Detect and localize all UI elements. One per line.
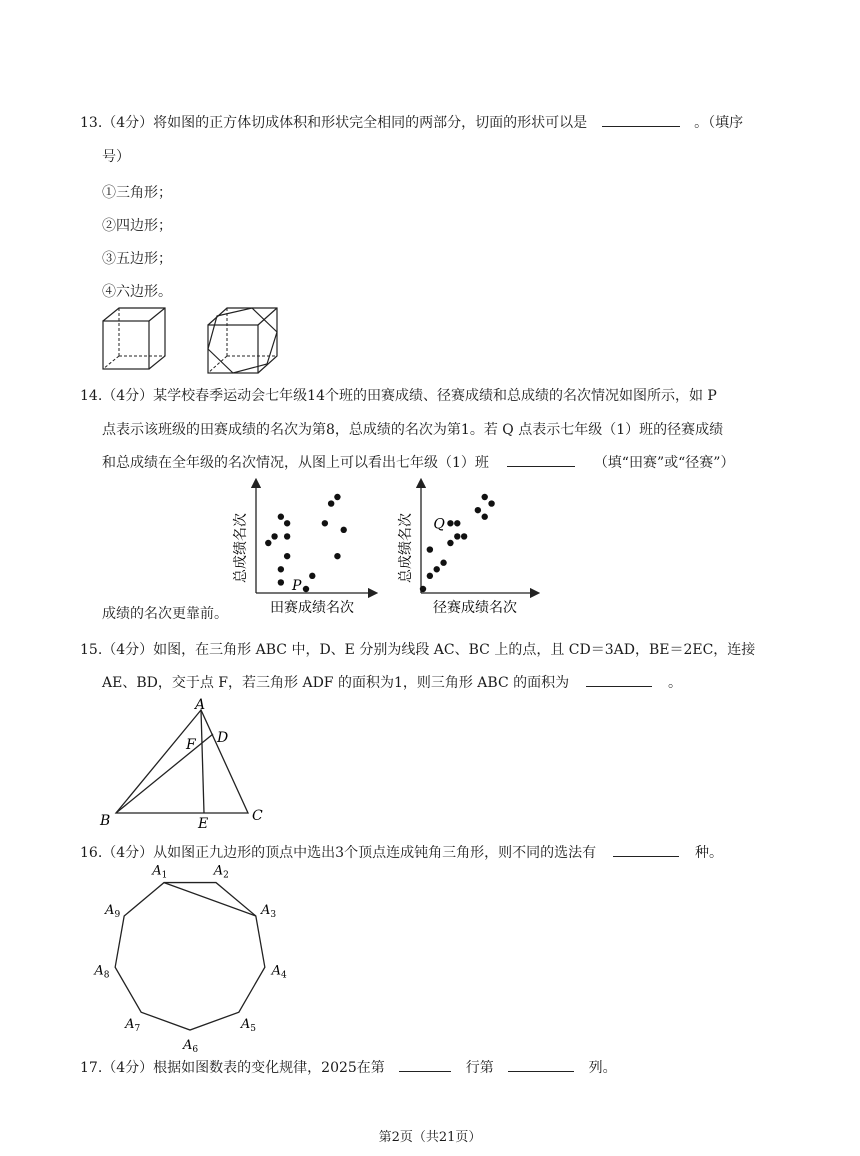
scatter-point-4 [440,560,446,566]
scatter-point-9 [278,514,284,520]
q14-line4: 成绩的名次更靠前。 [102,606,228,622]
vertex-label-a: A [195,697,206,713]
q16-text: 16.（4分）从如图正九边形的顶点中选出3个顶点连成钝角三角形，则不同的选法有 [80,845,597,861]
q14-line1: 14.（4分）某学校春季运动会七年级14个班的田赛成绩、径赛成绩和总成绩的名次情况如图所示，如 P [80,388,717,404]
vertex-label-a3: $A_3$ [260,903,277,920]
nonagon-outline [115,883,265,1030]
point-label-p: P [292,578,302,594]
scatter-point-11 [334,553,340,559]
q14-line3-text: 和总成绩在全年级的名次情况，从图上可以看出七年级（1）班 [102,455,489,471]
scatter-point-5 [427,546,433,552]
scatter-point-5 [278,566,284,572]
q13-option-3: ③五边形； [102,251,172,267]
vertex-label-b: B [100,813,111,829]
scatter-point-7 [454,533,460,539]
scatter-chart-track-events [395,478,545,618]
scatter-point-2 [427,573,433,579]
q16-line [80,842,723,862]
q16-answer-blank[interactable] [613,844,679,857]
page-footer: 第2页（共21页） [378,1130,482,1145]
q13-stem-tail: 。（填序 [694,115,744,131]
point-label-d: D [217,730,229,746]
scatter-point-11 [475,507,481,513]
scatter-point-6 [265,540,271,546]
x-axis-label: 田赛成绩名次 [270,600,354,616]
diagonal-a1-a3 [164,883,256,916]
scatter-point-10 [284,520,290,526]
q17-mid: 行第 [465,1060,494,1076]
scatter-point-13 [341,527,347,533]
vertex-label-a8: $A_8$ [94,963,110,981]
cube-figure-1 [100,305,170,373]
q15-line2 [102,672,682,692]
q17-row-blank[interactable] [399,1059,451,1072]
vertex-label-a2: $A_2$ [213,863,229,881]
scatter-point-3 [434,566,440,572]
scatter-point-12 [482,494,488,500]
q13-answer-blank[interactable] [602,114,680,127]
q14-line3-tail: （填“田赛”或“径赛”） [593,455,735,471]
nonagon-figure [94,863,287,1055]
q17-tail: 列。 [588,1060,617,1076]
scatter-point-1 [420,586,426,592]
q15-line2-tail: 。 [668,675,683,691]
q15-line1: 15.（4分）如图，在三角形 ABC 中，D、E 分别为线段 AC、BC 上的点，且 CD＝3AD，BE＝2EC，连接 [80,642,756,658]
q13-stem-line2: 号） [102,149,130,165]
q17-col-blank[interactable] [508,1059,574,1072]
q17-text: 17.（4分）根据如图数表的变化规律，2025在第 [80,1060,385,1076]
triangle-figure [98,698,278,830]
point-label-f: F [186,737,196,753]
q15-line2-text: AE、BD，交于点 F，若三角形 ADF 的面积为1，则三角形 ABC 的面积为 [102,675,570,691]
scatter-point-14 [488,500,494,506]
vertex-label-a9: $A_9$ [105,903,121,920]
point-label-q: Q [433,516,445,533]
q14-line3 [102,452,734,472]
vertex-label-a4: $A_4$ [271,963,287,981]
vertex-label-a5: $A_5$ [240,1016,256,1034]
scatter-point-8 [284,533,290,539]
q15-answer-blank[interactable] [586,674,652,687]
q17-line [80,1057,617,1077]
scatter-point-10 [454,520,460,526]
scatter-chart-field-events [228,478,378,618]
scatter-point-1 [303,586,309,592]
scatter-point-2 [278,579,284,585]
cube-figure-2 [205,305,281,375]
q13-option-4: ④六边形。 [102,284,172,300]
scatter-point-4 [309,573,315,579]
scatter-point-14 [328,500,334,506]
q13-stem-text: 13.（4分）将如图的正方体切成体积和形状完全相同的两部分，切面的形状可以是 [80,115,588,131]
q14-line2: 点表示该班级的田赛成绩的名次为第8，总成绩的名次为第1。若 Q 点表示七年级（1）班的径赛成绩 [102,422,724,438]
q16-tail: 种。 [694,845,723,861]
scatter-point-12 [322,520,328,526]
vertex-label-a1: $A_1$ [152,863,168,881]
x-axis-label: 径赛成绩名次 [433,600,517,616]
q13-stem [80,112,743,132]
scatter-point-13 [482,514,488,520]
y-axis-label: 总成绩名次 [398,513,414,583]
vertex-label-c: C [252,808,263,824]
scatter-point-9 [447,520,453,526]
q14-answer-blank[interactable] [507,454,575,467]
vertex-label-a7: $A_7$ [125,1016,141,1034]
y-axis-label: 总成绩名次 [233,513,249,583]
scatter-point-7 [271,533,277,539]
scatter-point-6 [447,540,453,546]
scatter-point-8 [461,533,467,539]
q13-option-2: ②四边形； [102,218,172,234]
point-label-e: E [198,816,209,832]
q13-option-1: ①三角形； [102,185,172,201]
scatter-point-3 [284,553,290,559]
vertex-label-a6: $A_6$ [183,1038,199,1055]
scatter-point-15 [334,494,340,500]
